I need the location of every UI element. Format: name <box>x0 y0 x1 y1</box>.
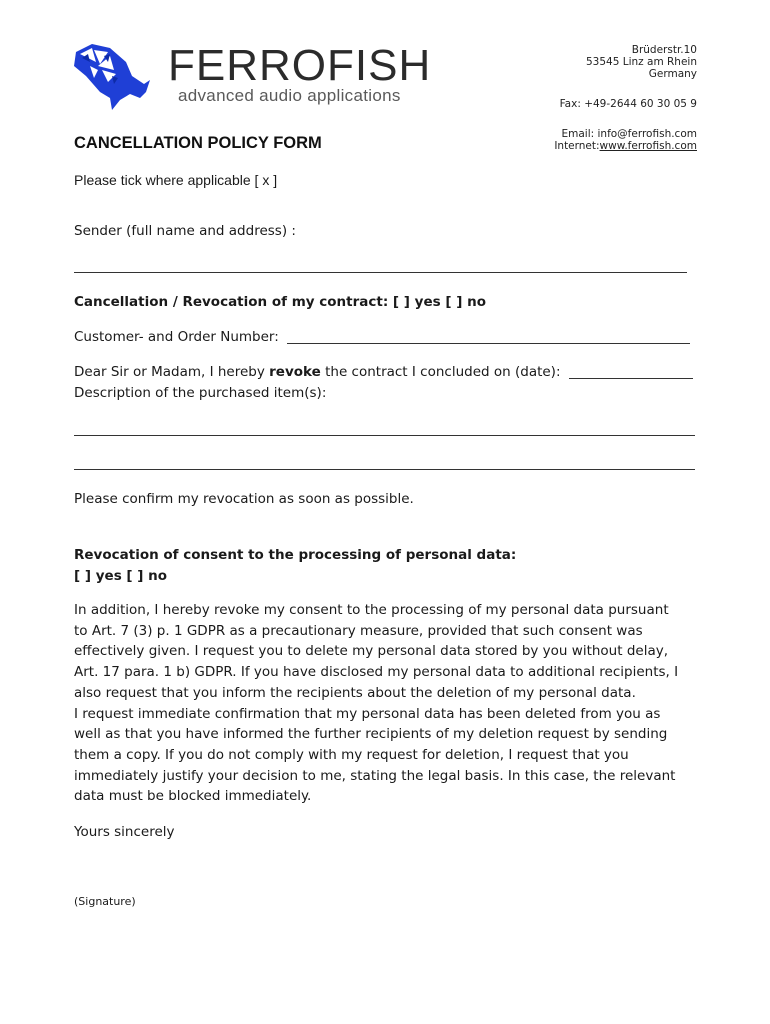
body-line: to Art. 7 (3) p. 1 GDPR as a precautionary measure, provided that such consent was <box>74 622 643 639</box>
body-line: also request that you inform the recipients about the deletion of my personal data. <box>74 684 636 701</box>
body-line: data must be blocked immediately. <box>74 788 312 805</box>
fish-logo-icon <box>70 40 152 112</box>
brand-name: FERROFISH <box>168 41 432 90</box>
customer-order-label: Customer- and Order Number: <box>74 329 279 345</box>
address-email: Email: info@ferrofish.com <box>561 128 697 140</box>
description-input-line-1[interactable] <box>74 435 695 436</box>
sender-label: Sender (full name and address) : <box>74 223 296 239</box>
body-line: I request immediate confirmation that my personal data has been deleted from you as <box>74 705 661 722</box>
gdpr-paragraph <box>74 600 704 807</box>
confirm-text: Please confirm my revocation as soon as possible. <box>74 491 414 507</box>
revoke-prefix: Dear Sir or Madam, I hereby <box>74 364 270 380</box>
tick-instruction: Please tick where applicable [ x ] <box>74 172 278 188</box>
address-fax: Fax: +49-2644 60 30 05 9 <box>559 98 697 110</box>
website-link[interactable]: www.ferrofish.com <box>599 140 697 152</box>
description-label: Description of the purchased item(s): <box>74 385 327 401</box>
company-address <box>554 44 697 152</box>
sender-input-line[interactable] <box>74 272 687 273</box>
cancellation-label: Cancellation / Revocation of my contract: [ ] yes [ ] no <box>74 294 486 310</box>
body-line: well as that you have informed the further recipients of my deletion request by sending <box>74 726 668 743</box>
body-line: In addition, I hereby revoke my consent to the processing of my personal data pursuant <box>74 602 669 618</box>
signature-label: (Signature) <box>74 895 136 908</box>
address-country: Germany <box>648 68 697 80</box>
description-input-line-2[interactable] <box>74 469 695 470</box>
customer-order-input-line[interactable] <box>287 343 690 344</box>
revoke-suffix: the contract I concluded on (date): <box>320 364 561 380</box>
address-city: 53545 Linz am Rhein <box>586 56 697 68</box>
brand-tagline: advanced audio applications <box>178 86 401 105</box>
body-line: effectively given. I request you to delete my personal data stored by you without delay, <box>74 643 668 660</box>
consent-options: [ ] yes [ ] no <box>74 568 168 584</box>
revoke-sentence <box>74 362 561 383</box>
revoke-bold: revoke <box>269 364 321 380</box>
internet-label: Internet: <box>554 140 600 152</box>
body-line: Art. 17 para. 1 b) GDPR. If you have disclosed my personal data to additional recipients, I <box>74 664 679 681</box>
date-input-line[interactable] <box>569 378 693 379</box>
body-line: them a copy. If you do not comply with my request for deletion, I request that you <box>74 746 629 763</box>
address-street: Brüderstr.10 <box>631 44 697 56</box>
consent-heading: Revocation of consent to the processing of personal data: <box>74 547 517 563</box>
body-line: immediately justify your decision to me, stating the legal basis. In this case, the relevant <box>74 767 676 784</box>
closing: Yours sincerely <box>74 824 175 840</box>
form-title: CANCELLATION POLICY FORM <box>74 134 322 152</box>
